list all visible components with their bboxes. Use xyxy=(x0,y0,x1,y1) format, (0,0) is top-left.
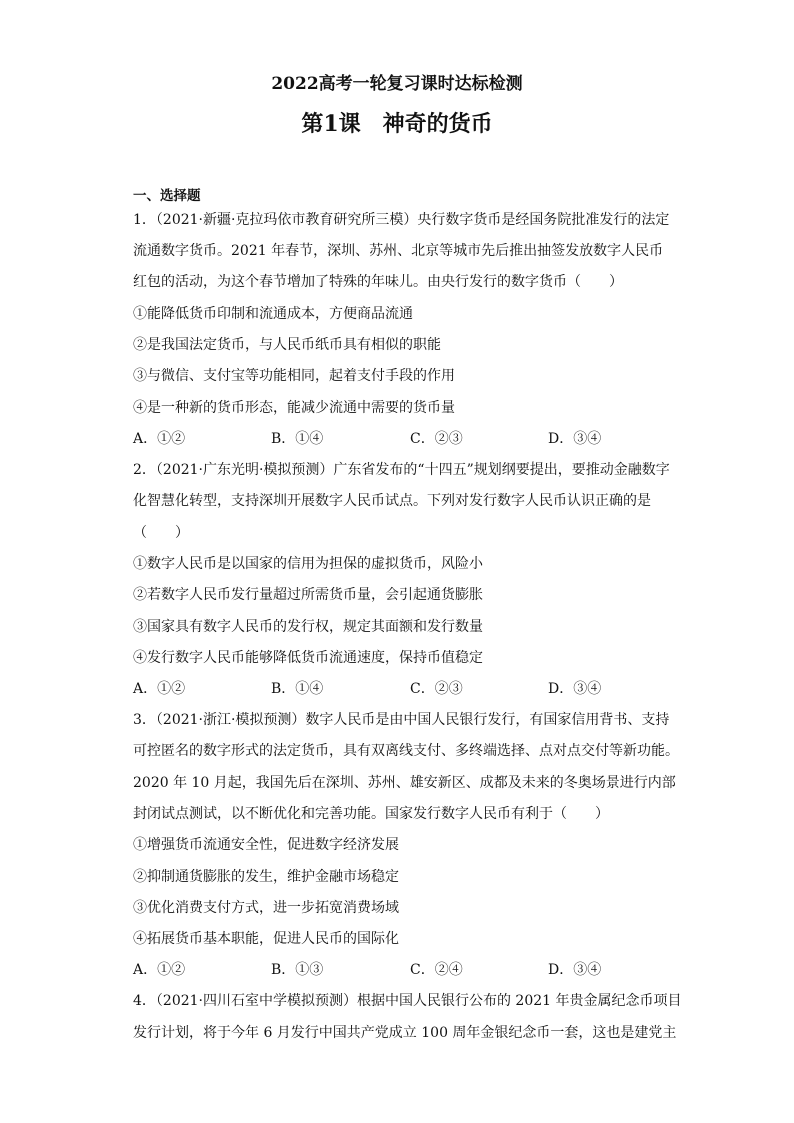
option-a[interactable]: A．①② xyxy=(133,962,186,978)
option-d[interactable]: D．③④ xyxy=(548,431,602,447)
option-a[interactable]: A．①② xyxy=(133,681,186,697)
option-a[interactable]: A．①② xyxy=(133,431,186,447)
section-heading: 一、选择题 xyxy=(133,188,201,204)
question-3-line-4: 封闭试点测试，以不断优化和完善功能。国家发行数字人民币有利于（ ） xyxy=(133,806,609,822)
option-c[interactable]: C．②③ xyxy=(410,681,463,697)
question-4-line-2: 发行计划，将于今年 6 月发行中国共产党成立 100 周年金银纪念币一套，这也是建党主 xyxy=(133,1025,677,1041)
question-3-line-2: 可控匿名的数字形式的法定货币，具有双离线支付、多终端选择、点对点交付等新功能。 xyxy=(133,743,679,759)
option-d[interactable]: D．③④ xyxy=(548,681,602,697)
option-c[interactable]: C．②④ xyxy=(410,962,463,978)
question-4-line-1: 4．（2021·四川石室中学模拟预测）根据中国人民银行公布的 2021 年贵金属纪念币项目 xyxy=(133,993,682,1009)
option-b[interactable]: B．①③ xyxy=(271,962,324,978)
question-1-line-2: 流通数字货币。2021 年春节，深圳、苏州、北京等城市先后推出抽签发放数字人民币 xyxy=(133,243,664,259)
lesson-title: 第1课 神奇的货币 xyxy=(301,111,493,137)
option-d[interactable]: D．③④ xyxy=(548,962,602,978)
question-1-item-2: ②是我国法定货币，与人民币纸币具有相似的职能 xyxy=(133,337,441,353)
question-3-item-4: ④拓展货币基本职能，促进人民币的国际化 xyxy=(133,931,399,947)
question-3-options xyxy=(133,960,673,980)
option-c[interactable]: C．②③ xyxy=(410,431,463,447)
question-1-item-1: ①能降低货币印制和流通成本，方便商品流通 xyxy=(133,306,413,322)
question-2-line-3: （ ） xyxy=(133,525,189,541)
question-2-item-3: ③国家具有数字人民币的发行权，规定其面额和发行数量 xyxy=(133,619,483,635)
question-3-item-3: ③优化消费支付方式，进一步拓宽消费场域 xyxy=(133,900,399,916)
question-1-line-1: 1．（2021·新疆·克拉玛依市教育研究所三模）央行数字货币是经国务院批准发行的法定 xyxy=(133,212,670,228)
question-2-options xyxy=(133,679,673,699)
question-3-item-2: ②抑制通货膨胀的发生，维护金融市场稳定 xyxy=(133,869,399,885)
question-3-item-1: ①增强货币流通安全性，促进数字经济发展 xyxy=(133,837,399,853)
page-title: 2022高考一轮复习课时达标检测 xyxy=(271,74,523,94)
question-2-item-2: ②若数字人民币发行量超过所需货币量，会引起通货膨胀 xyxy=(133,587,483,603)
question-3-line-1: 3．（2021·浙江·模拟预测）数字人民币是由中国人民银行发行，有国家信用背书、支持 xyxy=(133,712,670,728)
question-1-options xyxy=(133,429,673,449)
question-2-line-2: 化智慧化转型，支持深圳开展数字人民币试点。下列对发行数字人民币认识正确的是 xyxy=(133,493,651,509)
question-2-item-1: ①数字人民币是以国家的信用为担保的虚拟货币，风险小 xyxy=(133,556,483,572)
question-1-item-4: ④是一种新的货币形态，能减少流通中需要的货币量 xyxy=(133,400,455,416)
question-1-line-3: 红包的活动，为这个春节增加了特殊的年味儿。由央行发行的数字货币（ ） xyxy=(133,274,623,290)
question-2-line-1: 2．（2021·广东光明·模拟预测）广东省发布的“十四五”规划纲要提出，要推动金融数字 xyxy=(133,462,670,478)
question-2-item-4: ④发行数字人民币能够降低货币流通速度，保持币值稳定 xyxy=(133,650,483,666)
question-3-line-3: 2020 年 10 月起，我国先后在深圳、苏州、雄安新区、成都及未来的冬奥场景进行内部 xyxy=(133,775,676,791)
question-1-item-3: ③与微信、支付宝等功能相同，起着支付手段的作用 xyxy=(133,368,455,384)
option-b[interactable]: B．①④ xyxy=(271,431,324,447)
option-b[interactable]: B．①④ xyxy=(271,681,324,697)
